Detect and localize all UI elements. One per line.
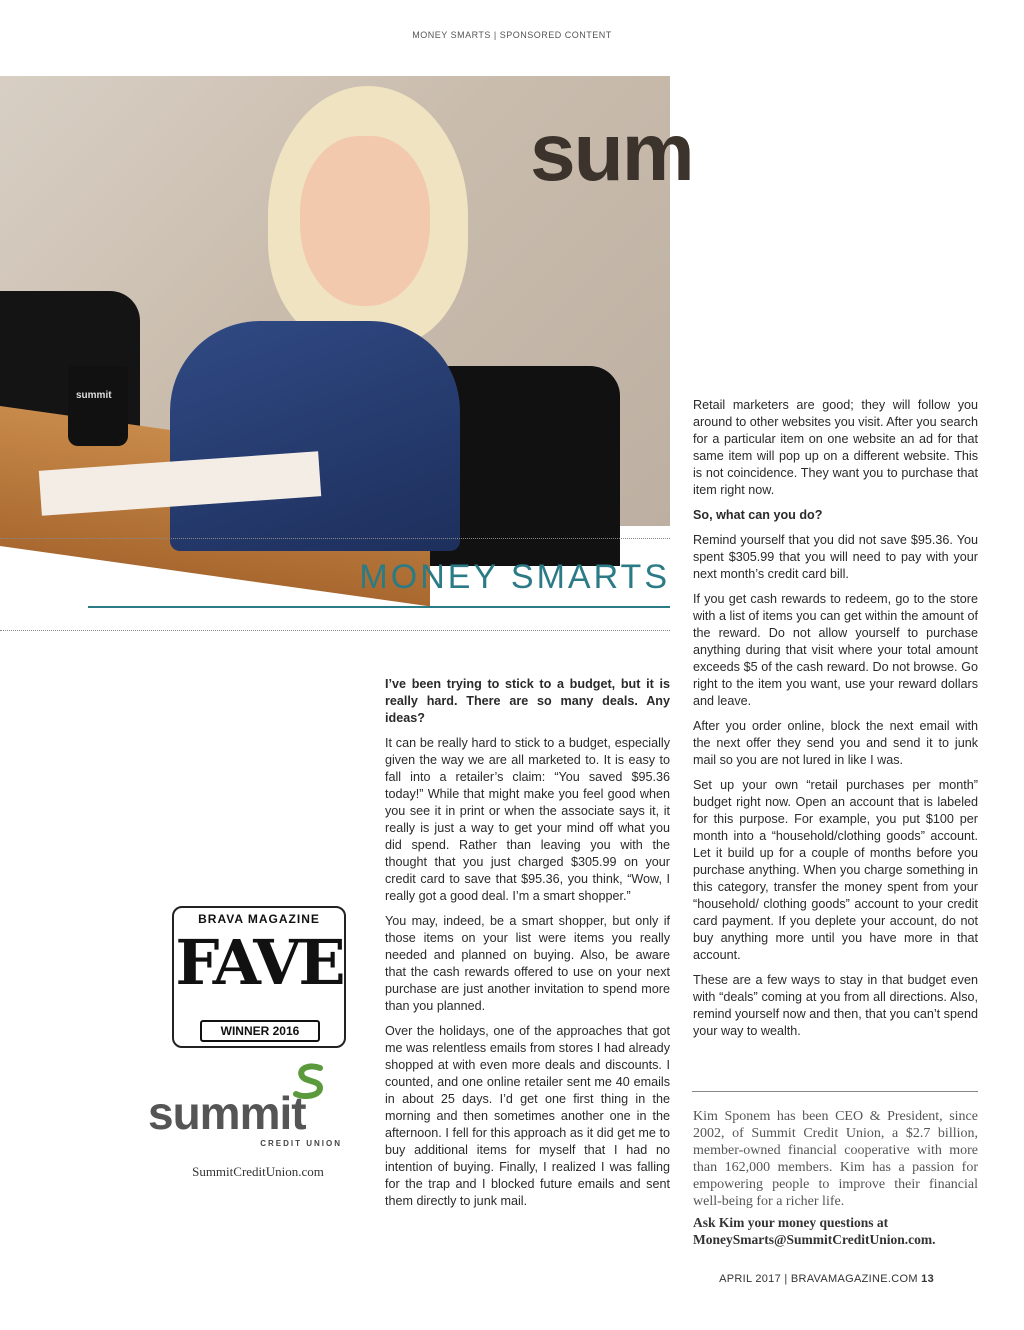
reader-question: I’ve been trying to stick to a budget, but it is really hard. There are so many deals. Any ideas? (385, 677, 670, 725)
right-article-column (693, 397, 978, 1048)
answer-paragraph: It can be really hard to stick to a budget, especially given the way we are all marketed to. It is easy to fall into a retailer’s claim: “You saved $95.36 today!” While that might make you feel good when you see it in print or when the associate says it, it really is just a way to get your mind off what you did spend. Rather than leaving you with the thought that you just charged $305.99 on your credit card to save that $95.36, you think, “Wow, I really got a good deal. I’m a smart shopper.” (385, 736, 670, 903)
mug-shape (68, 366, 128, 446)
badge-ribbon: WINNER 2016 (200, 1020, 320, 1042)
badge-top-text: BRAVA MAGAZINE (198, 912, 320, 926)
ask-kim-line: Ask Kim your money questions at MoneySmarts@SummitCreditUnion.com. (693, 1215, 936, 1247)
footer-text: APRIL 2017 | BRAVAMAGAZINE.COM (719, 1273, 918, 1285)
page-footer (719, 1273, 934, 1285)
left-article-column (385, 676, 670, 1218)
mug-logo: summit (76, 390, 112, 401)
badge-main-word: FAVE (175, 926, 343, 999)
bio-divider (692, 1091, 978, 1092)
page-number: 13 (921, 1273, 934, 1285)
answer-paragraph: Over the holidays, one of the approaches that got me was relentless emails from stores I had already shopped at with even more deals and discounts. I counted, and one online retailer sent me 40 emails in about 25 days. I’d get one first thing in the morning and then sometimes another one in the afternoon. I fell for this approach as it did get me to buy additional items for myself that I had no intention of buying. Finally, I realized I was falling for the trap and I blocked future emails and sent them directly to junk mail. (385, 1024, 670, 1208)
title-underline (88, 606, 670, 608)
running-header: MONEY SMARTS | SPONSORED CONTENT (412, 30, 612, 40)
summit-wordmark: summit (148, 1087, 306, 1139)
author-bio: Kim Sponem has been CEO & President, since 2002, of Summit Credit Union, a $2.7 billion, member-owned financial cooperative with more than 162,000 members. Kim has a passion for empowering people to improve their financial well-being for a richer life. (693, 1109, 978, 1209)
section-title: MONEY SMARTS (359, 558, 670, 596)
answer-paragraph: You may, indeed, be a smart shopper, but only if those items on your list were items you really needed and planned on buying. Also, be aware that the cash rewards offered to use on your next purchase are just another invitation to spend more than you planned. (385, 914, 670, 1013)
subheading: So, what can you do? (693, 508, 823, 522)
portrait-photo (0, 76, 693, 526)
answer-paragraph: If you get cash rewards to redeem, go to the store with a list of items you can get within the amount of the reward. Do not allow yourself to purchase anything during that visit where your total amount exceeds $5 of the cash reward. Do not browse. Go right to the item you want, use your reward dollars and leave. (693, 592, 978, 708)
jacket-shape (170, 321, 460, 551)
face-shape (300, 136, 430, 306)
wall-logo: sum (530, 107, 693, 198)
summit-url: SummitCreditUnion.com (192, 1164, 324, 1179)
summit-logo (148, 1064, 344, 1154)
answer-paragraph: Remind yourself that you did not save $95.36. You spent $305.99 that you will need to pay with your next month’s credit card bill. (693, 533, 978, 581)
dotted-divider-bottom (0, 630, 670, 631)
summit-subtitle: CREDIT UNION (260, 1139, 342, 1148)
dotted-divider-top (0, 538, 670, 539)
answer-paragraph: Retail marketers are good; they will follow you around to other websites you visit. After you search for a particular item on one website an ad for that same item will pop up on a different website. This is not coincidence. They want you to purchase that item right now. (693, 398, 978, 497)
answer-paragraph: These are a few ways to stay in that budget even with “deals” coming at you from all directions. Also, remind yourself now and then, that you can’t spend your way to wealth. (693, 973, 978, 1038)
fave-winner-badge (172, 906, 346, 1048)
answer-paragraph: Set up your own “retail purchases per month” budget right now. Open an account that is labeled for this purpose. For example, you put $100 per month into a “household/clothing goods” account. Let it build up for a couple of months before you purchase anything. When you charge something in this category, transfer the money spent from your “household/ clothing goods” account to your credit card payment. If you deplete your account, do not buy anything more until you have more in that account. (693, 778, 978, 962)
answer-paragraph: After you order online, block the next email with the next offer they send you and send it to junk mail so you are not lured in like I was. (693, 719, 978, 767)
